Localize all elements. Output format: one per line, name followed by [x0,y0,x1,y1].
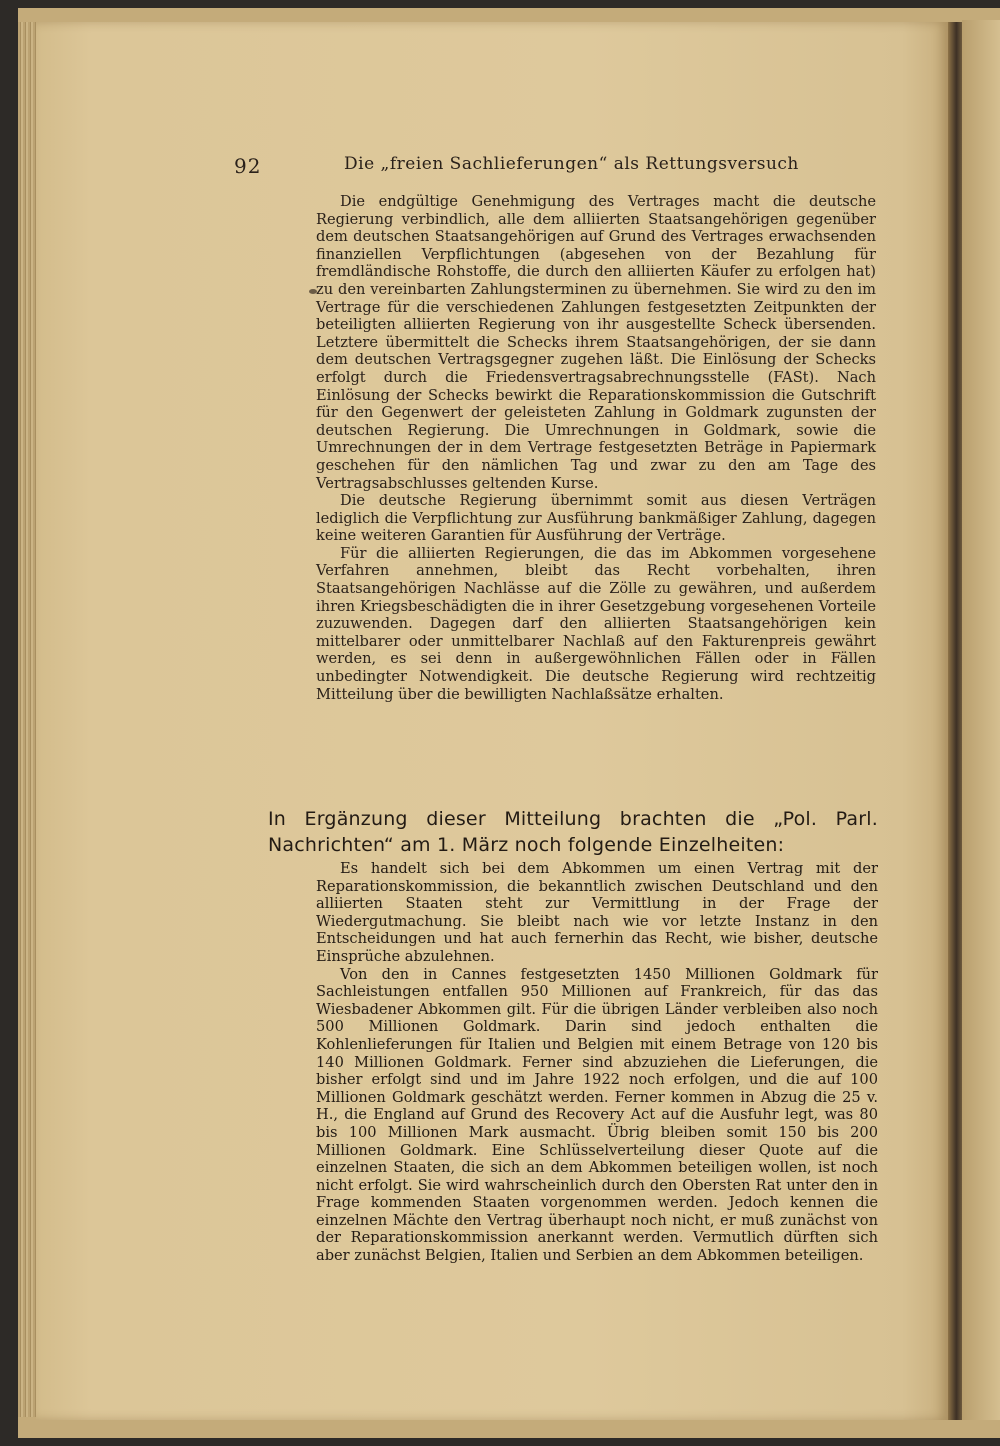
main-text [316,193,876,703]
supplement-quote [316,860,878,1265]
supplement-section [268,806,878,1265]
paragraph: Von den in Cannes festgesetzten 1450 Millionen Goldmark für Sachleistungen entfallen 950 Millionen auf Frankreich, für das das Wiesbadener Abkommen gilt. Für die übrigen Länder verbleiben also noch 500 Millionen Goldmark. Darin sind jedoch enthalten die Kohlenlieferungen für Italien und Belgien mit einem Betrage von 120 bis 140 Millionen Goldmark. Ferner sind abzuziehen die Lieferungen, die bisher erfolgt sind und im Jahre 1922 noch erfolgen, und die auf 100 Millionen Goldmark geschätzt werden. Ferner kommen in Abzug die 25 v. H., die England auf Grund des Recovery Act auf die Ausfuhr legt, was 80 bis 100 Millionen Mark ausmacht. Übrig bleiben somit 150 bis 200 Millionen Goldmark. Eine Schlüsselverteilung dieser Quote auf die einzelnen Staaten, die sich an dem Abkommen beteiligen wollen, ist noch nicht erfolgt. Sie wird wahrscheinlich durch den Obersten Rat unter den in Frage kommenden Staaten vorgenommen werden. Jedoch kennen die einzelnen Mächte den Vertrag überhaupt noch nicht, er muß zunächst von der Reparationskommission anerkannt werden. Vermutlich dürften sich aber zunächst Belgien, Italien und Serbien an dem Abkommen beteiligen. [316,965,878,1265]
paragraph: Für die alliierten Regierungen, die das im Abkommen vorgesehene Verfahren annehmen, bleibt das Recht vorbehalten, ihren Staatsangehörigen Nachlässe auf die Zölle zu gewähren, und außerdem ihren Kriegsbeschädigten die in ihrer Gesetzgebung vorgesehenen Vorteile zuzuwenden. Dagegen darf den alliierten Staatsangehörigen kein mittelbarer oder unmittelbarer Nachlaß auf den Fakturenpreis gewährt werden, es sei denn in außergewöhnlichen Fällen oder in Fällen unbedingter Notwendigkeit. Die deutsche Regierung wird rechtzeitig Mitteilung über die bewilligten Nachlaßsätze erhalten. [316,544,876,703]
paragraph: Die deutsche Regierung übernimmt somit aus diesen Verträgen lediglich die Verpflichtung zur Ausführung bankmäßiger Zahlung, dagegen keine weiteren Garantien für Ausführung der Verträge. [316,492,876,545]
facing-page-edge [962,20,1000,1420]
paragraph: Die endgültige Genehmigung des Vertrages macht die deutsche Regierung verbindlich, alle dem alliierten Staatsangehörigen gegenüber dem deutschen Staatsangehörigen auf Grund des Vertrages erwachsenden finanziellen Verpflichtungen (abgesehen von der Bezahlung für fremdländische Rohstoffe, die durch den alliierten Käufer zu erfolgen hat) zu den vereinbarten Zahlungsterminen zu übernehmen. Sie wird zu den im Vertrage für die verschiedenen Zahlungen festgesetzten Zeitpunkten der beteiligten alliierten Regierung von ihr ausgestellte Scheck übersenden. Letztere übermittelt die Schecks ihrem Staatsangehörigen, der sie dann dem deutschen Vertragsgegner zugehen läßt. Die Einlösung der Schecks erfolgt durch die Friedensvertragsabrechnungsstelle (FASt). Nach Einlösung der Schecks bewirkt die Reparationskommission die Gutschrift für den Gegenwert der geleisteten Zahlung in Goldmark zugunsten der deutschen Regierung. Die Umrechnungen in Goldmark, sowie die Umrechnungen der in dem Vertrage festgesetzten Beträge in Papiermark geschehen für den nämlichen Tag und zwar zu den am Tage des Vertragsabschlusses geltenden Kurse. [316,193,876,492]
running-head: Die „freien Sachlieferungen“ als Rettungsversuch [344,154,799,174]
supplement-intro: In Ergänzung dieser Mitteilung brachten die „Pol. Parl. Nachrichten“ am 1. März noch folgende Einzelheiten: [268,808,878,856]
page-number: 92 [234,154,262,178]
page-header [234,154,874,178]
paragraph: Es handelt sich bei dem Abkommen um einen Vertrag mit der Reparationskommission, die bekanntlich zwischen Deutschland und den alliierten Staaten steht zur Vermittlung in der Frage der Wiedergutmachung. Sie bleibt nach wie vor letzte Instanz in den Entscheidungen und hat auch fernerhin das Recht, wie bisher, deutsche Einsprüche abzulehnen. [316,860,878,965]
page-edges [18,22,38,1417]
book-gutter [948,22,962,1420]
